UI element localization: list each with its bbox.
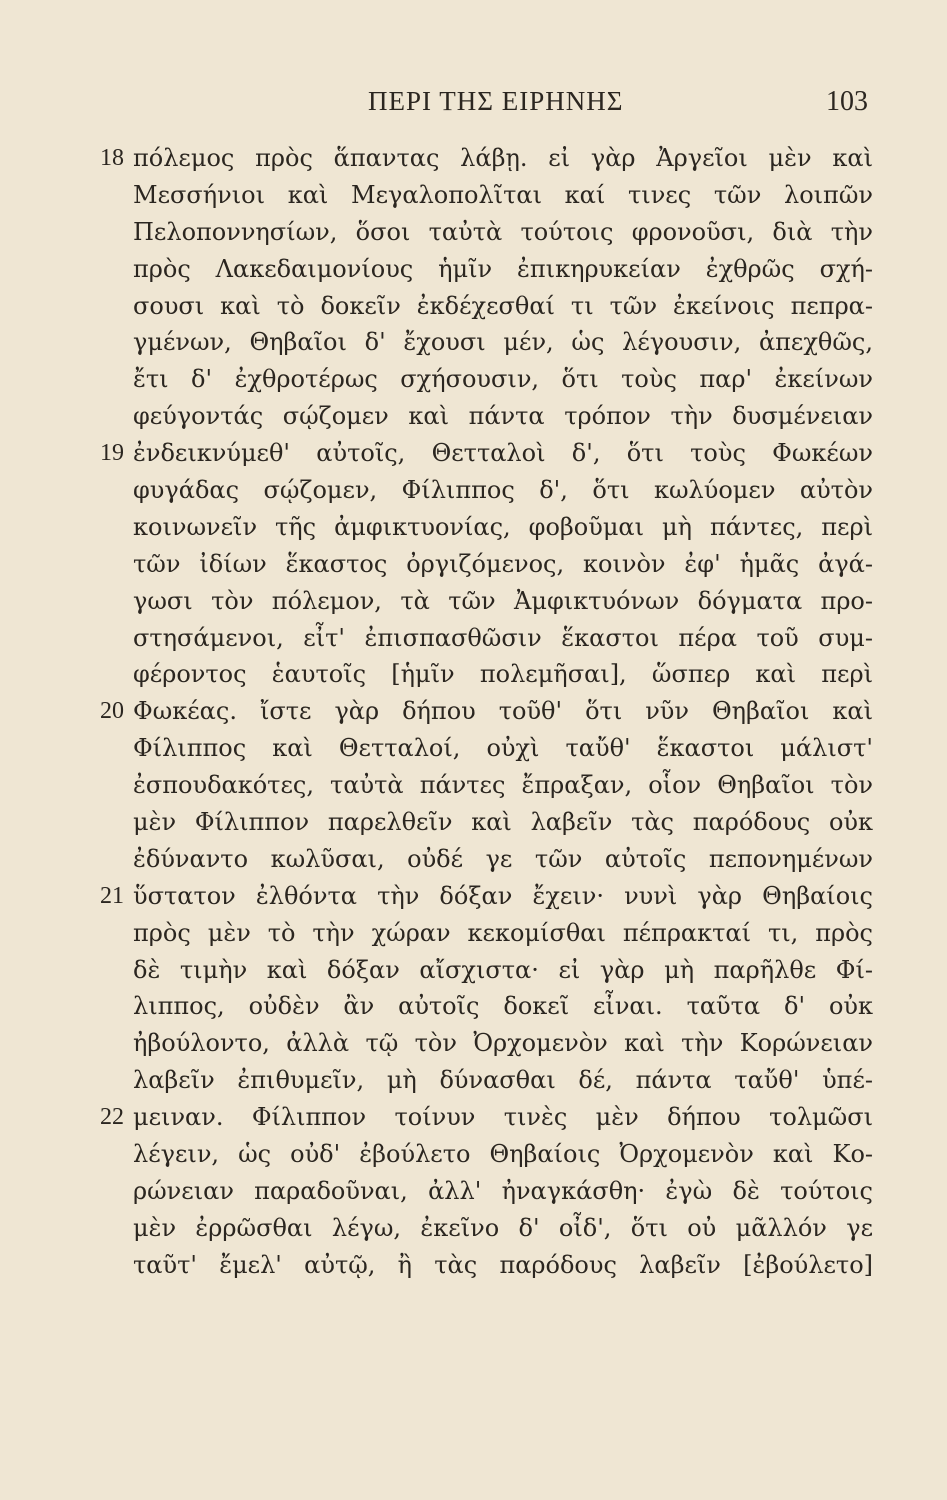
text-line (0, 361, 947, 398)
line-text: ὕστατον ἐλθόντα τὴν δόξαν ἔχειν· νυνὶ γὰρ Θηβαίοις (133, 881, 873, 910)
line-text: μειναν. Φίλιππον τοίνυν τινὲς μὲν δήπου τολμῶσι (133, 1103, 873, 1132)
line-text: ταῦτ' ἔμελ' αὐτῷ, ἢ τὰς παρόδους λαβεῖν [ἐβούλετο] (133, 1250, 873, 1279)
line-text: Πελοποννησίων, ὅσοι ταὐτὰ τούτοις φρονοῦσι, διὰ τὴν (133, 217, 873, 246)
text-line (0, 140, 947, 177)
section-number: 19 (100, 440, 124, 467)
line-text: πρὸς Λακεδαιμονίους ἡμῖν ἐπικηρυκείαν ἐχθρῶς σχή- (133, 254, 873, 283)
text-line (0, 546, 947, 583)
line-text: λαβεῖν ἐπιθυμεῖν, μὴ δύνασθαι δέ, πάντα ταὔθ' ὑπέ- (133, 1066, 873, 1095)
text-line (0, 177, 947, 214)
line-text: λέγειν, ὡς οὐδ' ἐβούλετο Θηβαίοις Ὀρχομενὸν καὶ Κο- (133, 1140, 873, 1169)
text-line (0, 1099, 947, 1136)
text-line (0, 288, 947, 325)
line-text: μὲν Φίλιππον παρελθεῖν καὶ λαβεῖν τὰς παρόδους οὐκ (133, 808, 873, 837)
line-text: στησάμενοι, εἶτ' ἐπισπασθῶσιν ἕκαστοι πέρα τοῦ συμ- (133, 623, 873, 652)
line-text: φεύγοντάς σῴζομεν καὶ πάντα τρόπον τὴν δυσμένειαν (133, 402, 873, 431)
section-number: 18 (100, 145, 124, 171)
page-number: 103 (826, 86, 868, 117)
line-text: γωσι τὸν πόλεμον, τὰ τῶν Ἀμφικτυόνων δόγματα προ- (133, 586, 873, 615)
text-line (0, 1173, 947, 1210)
text-line (0, 583, 947, 620)
text-line (0, 214, 947, 251)
text-line (0, 1210, 947, 1247)
text-line (0, 251, 947, 288)
line-text: γμένων, Θηβαῖοι δ' ἔχουσι μέν, ὡς λέγουσιν, ἀπεχθῶς, (133, 328, 873, 357)
text-line (0, 730, 947, 767)
text-line (0, 435, 947, 472)
text-line (0, 952, 947, 989)
line-text: μὲν ἐρρῶσθαι λέγω, ἐκεῖνο δ' οἶδ', ὅτι οὐ μᾶλλόν γε (133, 1213, 873, 1242)
line-text: Φωκέας. ἴστε γὰρ δήπου τοῦθ' ὅτι νῦν Θηβαῖοι καὶ (133, 697, 873, 726)
text-line (0, 693, 947, 730)
text-line (0, 509, 947, 546)
text-line (0, 324, 947, 361)
section-number: 20 (100, 698, 124, 725)
text-line (0, 804, 947, 841)
line-text: κοινωνεῖν τῆς ἀμφικτυονίας, φοβοῦμαι μὴ πάντες, περὶ (133, 512, 873, 541)
line-text: δὲ τιμὴν καὶ δόξαν αἴσχιστα· εἰ γὰρ μὴ παρῆλθε Φί- (133, 955, 873, 984)
text-line (0, 1136, 947, 1173)
line-text: πόλεμος πρὸς ἅπαντας λάβῃ. εἰ γὰρ Ἀργεῖοι μὲν καὶ (133, 144, 873, 172)
line-text: ἔτι δ' ἐχθροτέρως σχήσουσιν, ὅτι τοὺς παρ' ἐκείνων (133, 365, 873, 394)
running-title: ΠΕΡΙ ΤΗΣ ΕΙΡΗΝΗΣ (368, 86, 624, 116)
line-text: ἠβούλοντο, ἀλλὰ τῷ τὸν Ὀρχομενὸν καὶ τὴν Κορώνειαν (133, 1029, 873, 1058)
text-line (0, 767, 947, 804)
line-text: Μεσσήνιοι καὶ Μεγαλοπολῖται καί τινες τῶν λοιπῶν (133, 180, 873, 209)
section-number: 21 (100, 882, 124, 909)
text-line (0, 472, 947, 509)
text-line (0, 620, 947, 657)
line-text: ρώνειαν παραδοῦναι, ἀλλ' ἠναγκάσθη· ἐγὼ δὲ τούτοις (133, 1176, 873, 1205)
text-line (0, 1247, 947, 1284)
text-line (0, 656, 947, 693)
section-number: 22 (100, 1104, 124, 1131)
text-line (0, 915, 947, 952)
line-text: σουσι καὶ τὸ δοκεῖν ἐκδέχεσθαί τι τῶν ἐκείνοις πεπρα- (133, 291, 873, 320)
line-text: πρὸς μὲν τὸ τὴν χώραν κεκομίσθαι πέπρακταί τι, πρὸς (133, 918, 873, 947)
line-text: τῶν ἰδίων ἕκαστος ὀργιζόμενος, κοινὸν ἐφ' ἡμᾶς ἀγά- (133, 549, 873, 578)
line-text: Φίλιππος καὶ Θετταλοί, οὐχὶ ταὔθ' ἕκαστοι μάλιστ' (133, 734, 873, 763)
line-text: ἐδύναντο κωλῦσαι, οὐδέ γε τῶν αὐτοῖς πεπονημένων (133, 844, 873, 873)
text-line (0, 878, 947, 915)
text-line (0, 841, 947, 878)
text-line (0, 1025, 947, 1062)
page-header (0, 84, 947, 124)
line-text: ἐσπουδακότες, ταὐτὰ πάντες ἔπραξαν, οἷον Θηβαῖοι τὸν (133, 771, 873, 800)
line-text: ἐνδεικνύμεθ' αὐτοῖς, Θετταλοὶ δ', ὅτι τοὺς Φωκέων (133, 439, 873, 468)
line-text: φέροντος ἑαυτοῖς [ἡμῖν πολεμῆσαι], ὥσπερ καὶ περὶ (133, 660, 873, 689)
line-text: λιππος, οὐδὲν ἂν αὐτοῖς δοκεῖ εἶναι. ταῦτα δ' οὐκ (133, 992, 873, 1021)
body-text (0, 140, 947, 1284)
text-line (0, 988, 947, 1025)
text-line (0, 1062, 947, 1099)
text-line (0, 398, 947, 435)
line-text: φυγάδας σῴζομεν, Φίλιππος δ', ὅτι κωλύομεν αὐτὸν (133, 476, 873, 505)
